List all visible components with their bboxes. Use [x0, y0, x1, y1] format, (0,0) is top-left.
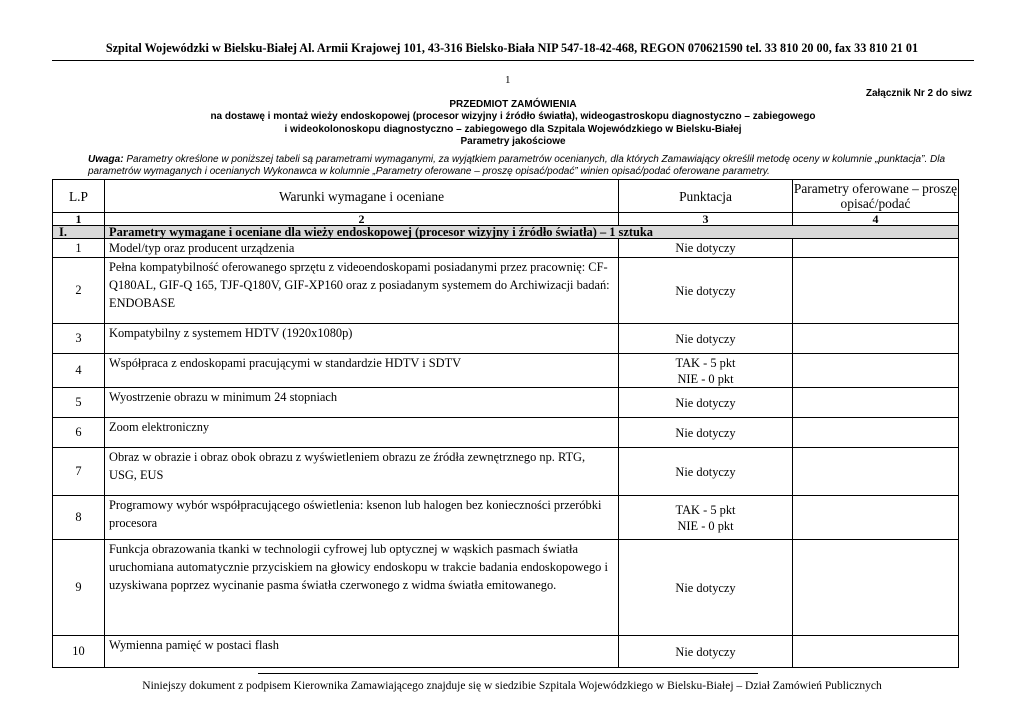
row-offered-cell[interactable]: [793, 388, 959, 418]
note: [88, 154, 968, 177]
table-row: [53, 239, 959, 258]
row-scoring-line-1: Nie dotyczy: [675, 464, 736, 479]
row-scoring-line-1: TAK - 5 pkt: [675, 502, 736, 517]
row-condition: Funkcja obrazowania tkanki w technologii cyfrowej lub optycznej w wąskich pasmach światła uruchomiana automatycznie przyciskiem na głowicy endoskopu w trakcie badania endoskopowego i uzyskiwana poprzez wycinanie pasma światła czerwonego z widma światła emitowanego.: [105, 540, 619, 636]
row-scoring-line-1: Nie dotyczy: [675, 425, 736, 440]
page-number: 1: [505, 74, 511, 86]
title-line-1: PRZEDMIOT ZAMÓWIENIA: [449, 99, 577, 110]
header-lp: L.P: [53, 180, 105, 213]
row-scoring-line-1: TAK - 5 pkt: [675, 355, 736, 370]
row-scoring-line-1: Nie dotyczy: [675, 644, 736, 659]
row-scoring: [619, 540, 793, 636]
title-block: [100, 99, 926, 148]
row-lp: 1: [53, 239, 105, 258]
row-condition: Model/typ oraz producent urządzenia: [105, 239, 619, 258]
row-lp: 2: [53, 258, 105, 324]
row-scoring: [619, 239, 793, 258]
header-scoring: Punktacja: [619, 180, 793, 213]
row-lp: 10: [53, 636, 105, 668]
table-header-row: [53, 180, 959, 213]
footer-divider: [258, 673, 758, 674]
table-row: [53, 418, 959, 448]
row-lp: 5: [53, 388, 105, 418]
row-scoring: [619, 636, 793, 668]
row-offered-cell[interactable]: [793, 239, 959, 258]
table-row: [53, 388, 959, 418]
row-offered-cell[interactable]: [793, 354, 959, 388]
title-line-4: Parametry jakościowe: [460, 135, 566, 147]
table-row: [53, 636, 959, 668]
table-row: [53, 540, 959, 636]
hospital-header: Szpital Wojewódzki w Bielsku-Białej Al. Armii Krajowej 101, 43-316 Bielsko-Biała NIP 547-18-42-468, REGON 070621590 tel. 33 810 20 00, fax 33 810 21 01: [105, 41, 919, 55]
row-scoring-line-1: Nie dotyczy: [675, 241, 736, 255]
table-row: [53, 354, 959, 388]
column-number: 4: [793, 213, 959, 226]
parameters-table: [52, 179, 959, 668]
row-scoring: [619, 324, 793, 354]
row-lp: 6: [53, 418, 105, 448]
row-lp: 7: [53, 448, 105, 496]
row-scoring: [619, 496, 793, 540]
note-text: Parametry określone w poniższej tabeli są parametrami wymaganymi, za wyjątkiem parametrów ocenianych, dla których Zamawiający określił metodę oceny w kolumnie „punktacja”. Dla parametrów wymaganych i ocenianych Wykonawca w kolumnie „Parametry oferowane – proszę opisać/podać” winien opisać/podać oferowane parametry.: [88, 154, 946, 177]
row-offered-cell[interactable]: [793, 540, 959, 636]
row-condition: Kompatybilny z systemem HDTV (1920x1080p): [105, 324, 619, 354]
row-offered-cell[interactable]: [793, 496, 959, 540]
row-scoring: [619, 418, 793, 448]
annex-label: Załącznik Nr 2 do siwz: [865, 88, 972, 99]
header-offered-line-2: opisać/podać: [840, 196, 911, 211]
row-condition: Obraz w obrazie i obraz obok obrazu z wyświetleniem obrazu ze źródła zewnętrznego np. RTG, USG, EUS: [105, 448, 619, 496]
row-offered-cell[interactable]: [793, 324, 959, 354]
row-scoring-line-1: Nie dotyczy: [675, 283, 736, 298]
footer-note: Niniejszy dokument z podpisem Kierownika Zamawiającego znajduje się w siedzibie Szpitala Wojewódzkiego w Bielsku-Białej – Dział Zamówień Publicznych: [142, 680, 882, 692]
section-title: Parametry wymagane i oceniane dla wieży endoskopowej (procesor wizyjny i źródło światła) – 1 sztuka: [105, 226, 959, 239]
row-condition: Wyostrzenie obrazu w minimum 24 stopniach: [105, 388, 619, 418]
section-number: I.: [53, 226, 105, 239]
row-lp: 9: [53, 540, 105, 636]
table-row: [53, 324, 959, 354]
header-offered-line-1: Parametry oferowane – proszę: [793, 181, 958, 196]
row-scoring: [619, 448, 793, 496]
row-scoring-line-1: Nie dotyczy: [675, 395, 736, 410]
row-offered-cell[interactable]: [793, 448, 959, 496]
row-scoring-line-2: NIE - 0 pkt: [677, 518, 734, 533]
row-condition: Wymienna pamięć w postaci flash: [105, 636, 619, 668]
column-number: 2: [105, 213, 619, 226]
header-divider: [52, 60, 974, 61]
title-line-3: i wideokolonoskopu diagnostyczno – zabiegowego dla Szpitala Wojewódzkiego w Bielsku-Białej: [284, 123, 742, 135]
row-scoring-line-2: NIE - 0 pkt: [677, 371, 734, 386]
row-offered-cell[interactable]: [793, 418, 959, 448]
row-condition: Współpraca z endoskopami pracującymi w standardzie HDTV i SDTV: [105, 354, 619, 388]
row-offered-cell[interactable]: [793, 636, 959, 668]
column-number: 1: [53, 213, 105, 226]
row-condition: Zoom elektroniczny: [105, 418, 619, 448]
row-scoring: [619, 388, 793, 418]
row-scoring: [619, 258, 793, 324]
row-lp: 3: [53, 324, 105, 354]
section-row: [53, 226, 959, 239]
column-number-row: [53, 213, 959, 226]
row-scoring-line-1: Nie dotyczy: [675, 331, 736, 346]
note-label: Uwaga:: [88, 154, 124, 165]
header-offered: [793, 180, 959, 213]
row-offered-cell[interactable]: [793, 258, 959, 324]
row-condition: Programowy wybór współpracującego oświetlenia: ksenon lub halogen bez konieczności przeróbki procesora: [105, 496, 619, 540]
row-lp: 8: [53, 496, 105, 540]
table-row: [53, 496, 959, 540]
row-condition: Pełna kompatybilność oferowanego sprzętu z videoendoskopami posiadanymi przez pracownię: CF-Q180AL, GIF-Q 165, TJF-Q180V, GIF-XP160 oraz z posiadanym systemem do Archiwizacji badań: ENDOBASE: [105, 258, 619, 324]
row-lp: 4: [53, 354, 105, 388]
column-number: 3: [619, 213, 793, 226]
row-scoring: [619, 354, 793, 388]
header-conditions: Warunki wymagane i oceniane: [105, 180, 619, 213]
row-scoring-line-1: Nie dotyczy: [675, 580, 736, 595]
title-line-2: na dostawę i montaż wieży endoskopowej (procesor wizyjny i źródło światła), wideogastroskopu diagnostyczno – zabiegowego: [210, 111, 816, 123]
table-row: [53, 258, 959, 324]
table-row: [53, 448, 959, 496]
